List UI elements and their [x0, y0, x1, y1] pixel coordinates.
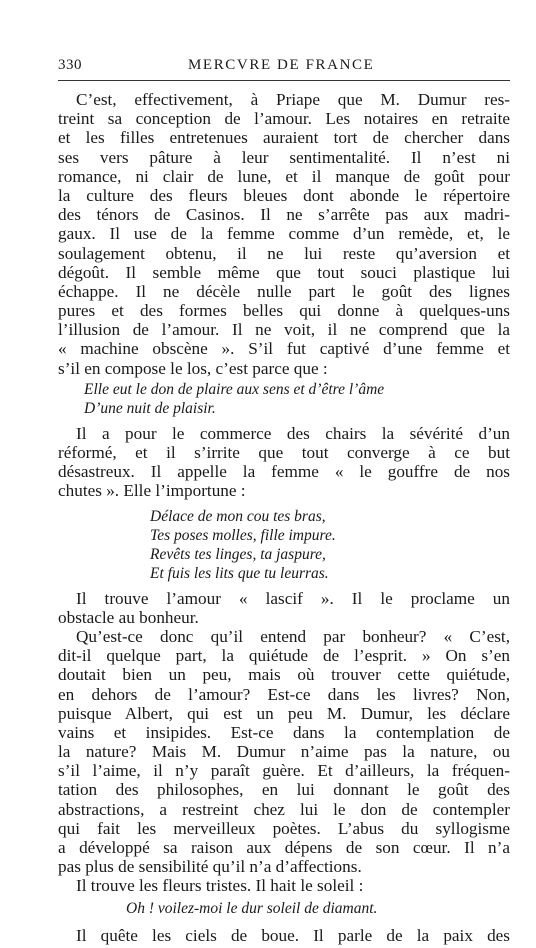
paragraph-5 [58, 876, 510, 895]
paragraph-6 [58, 926, 510, 945]
text-line: « machine obscène ». S’il fut captivé d’une femme et [58, 339, 510, 359]
text-line: puisque Albert, qui est un peu M. Dumur, les déclare [58, 703, 510, 723]
text-line: Il trouve l’amour « lascif ». Il le proclame un [76, 588, 510, 608]
verse-line: Tes poses molles, fille impure. [150, 526, 336, 544]
verse-line: Revêts tes linges, ta jaspure, [150, 545, 326, 563]
text-line: désastreux. Il appelle la femme « le gouffre de nos [58, 462, 510, 482]
text-line: Il quête les ciels de boue. Il parle de la paix des [76, 925, 510, 945]
text-line: s’il l’aime, il n’y paraît guère. Et d’ailleurs, la fréquen- [58, 761, 510, 781]
paragraph-3 [58, 589, 510, 627]
text-line: pures et des formes belles qui donne à quelques-uns [58, 301, 510, 321]
text-line: obstacle au bonheur. [58, 607, 199, 627]
verse-quote-3 [58, 899, 510, 918]
text-line: des ténors de Casinos. Il ne s’arrête pas aux madri- [58, 205, 510, 225]
verse-quote-1 [58, 380, 510, 418]
text-line: vains et insipides. Est-ce dans la contemplation de [58, 722, 510, 742]
body-text [58, 90, 510, 945]
text-line: l’illusion de l’amour. Il ne voit, il ne comprend que la [58, 320, 510, 340]
text-line: échappe. Il ne décèle nulle part le goût des lignes [58, 281, 510, 301]
text-line: treint sa conception de l’amour. Les notaires en retraite [58, 109, 510, 129]
text-line: dit-il quelque part, la quiétude de l’esprit. » On s’en [58, 646, 510, 666]
text-line: dégoût. Il semble même que tout souci plastique lui [58, 262, 510, 282]
text-line: Qu’est-ce donc qu’il entend par bonheur? « C’est, [76, 626, 510, 646]
text-line: doutait bien un peu, mais où trouver cette quiétude, [58, 665, 510, 685]
text-line: gaux. Il use de la femme comme d’un remède, et, le [58, 224, 510, 244]
page-header [0, 57, 536, 79]
header-rule [58, 80, 510, 81]
page-number: 330 [58, 57, 82, 73]
text-line: réformé, et il s’irrite que tout converge à ce but [58, 443, 510, 462]
text-line: Il trouve les fleurs tristes. Il hait le soleil : [76, 876, 364, 896]
text-line: en dehors de l’amour? Est-ce dans les livres? Non, [58, 684, 510, 704]
text-line: ses vers pâture à leur sentimentalité. Il n’est ni [58, 147, 510, 167]
paragraph-1 [58, 90, 510, 378]
text-line: s’il en compose le los, c’est parce que : [58, 358, 328, 378]
text-line: C’est, effectivement, à Priape que M. Dumur res- [76, 90, 510, 109]
verse-quote-2 [58, 507, 510, 583]
paragraph-4 [58, 627, 510, 876]
text-line: Il a pour le commerce des chairs la sévérité d’un [76, 423, 510, 443]
text-line: tation des philosophes, en lui donnant le goût des [58, 780, 510, 800]
verse-line: Et fuis les lits que tu leurras. [150, 564, 329, 582]
text-line: soulagement obtenu, il ne lui reste qu’aversion et [58, 243, 510, 263]
text-line: a développé sa raison aux dépens de son cœur. Il n’a [58, 838, 510, 857]
verse-line: Délace de mon cou tes bras, [150, 507, 326, 525]
text-line: abstractions, a restreint chez lui le don de contempler [58, 799, 510, 819]
text-line: la nature? Mais M. Dumur n’aime pas la nature, ou [58, 742, 510, 762]
text-line: qui fait les merveilleux poètes. L’abus du syllogisme [58, 818, 510, 838]
paragraph-2 [58, 424, 510, 501]
verse-line: Oh ! voilez-moi le dur soleil de diamant. [126, 899, 378, 917]
text-line: la culture des fleurs bleues dont abonde le répertoire [58, 185, 510, 205]
text-line: pas plus de sensibilité qu’il n’a d’affections. [58, 857, 362, 877]
verse-line: Elle eut le don de plaire aux sens et d’être l’âme [84, 380, 385, 398]
running-title: MERCVRE DE FRANCE [188, 57, 375, 73]
text-line: chutes ». Elle l’importune : [58, 481, 246, 501]
verse-line: D’une nuit de plaisir. [84, 399, 216, 417]
text-line: romance, ni clair de lune, et il manque de goût pour [58, 166, 510, 186]
text-line: et les filles entretenues auraient tort de chercher dans [58, 128, 510, 148]
